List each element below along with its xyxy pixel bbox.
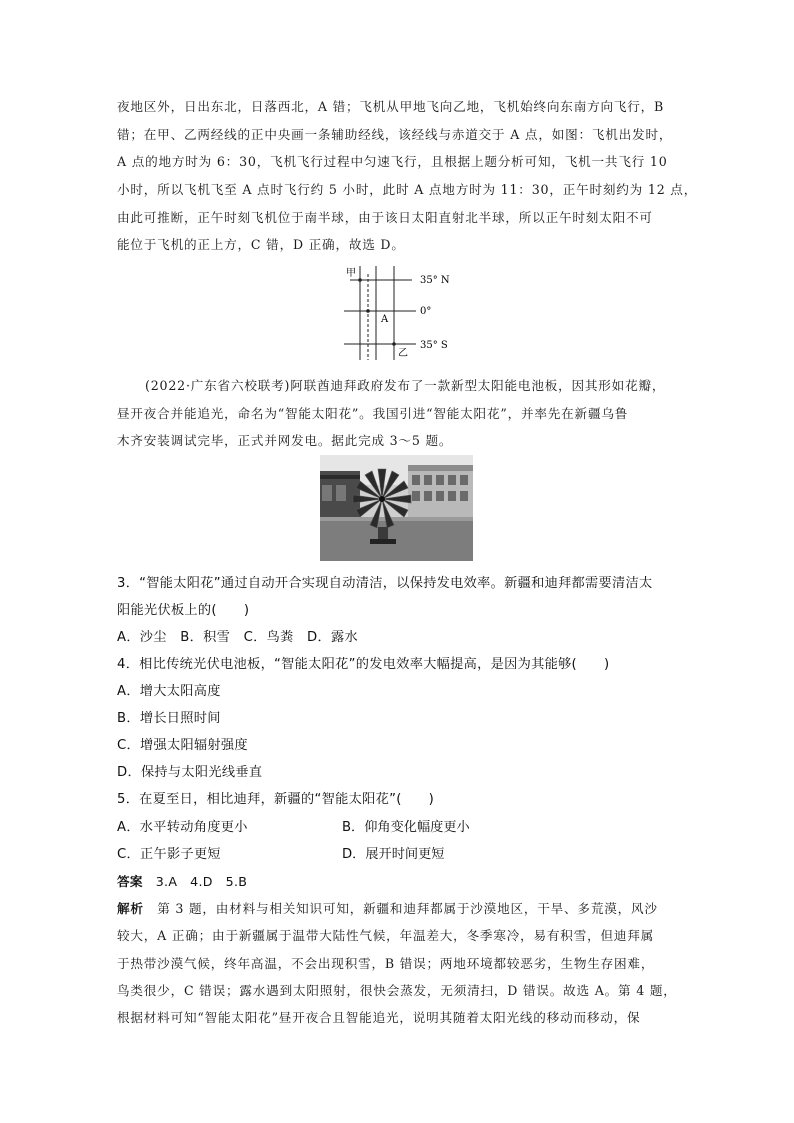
latitude-diagram [330, 262, 470, 362]
point-yi [392, 342, 396, 346]
analysis-line: 鸟类很少，C 错误；露水遇到太阳照射，很快会蒸发，无须清扫，D 错误。故选 A。第 4 题， [117, 983, 677, 998]
question-5-option-c: C．正午影子更短 [117, 847, 221, 862]
explanation-line: 由此可推断，正午时刻飞机位于南半球，由于该日太阳直射北半球，所以正午时刻太阳不可 [117, 210, 653, 225]
question-4-stem: 4．相比传统光伏电池板，“智能太阳花”的发电效率大幅提高，是因为其能够( ) [117, 657, 610, 672]
label-35n: 35° N [420, 275, 450, 286]
question-5-option-d: D．展开时间更短 [342, 847, 445, 862]
answer-line [117, 871, 247, 890]
analysis-line: 较大，A 正确；由于新疆属于温带大陆性气候，年温差大，冬季寒冷，易有积雪，但迪拜属 [117, 928, 655, 943]
label-35s: 35° S [420, 340, 448, 351]
explanation-line: 小时，所以飞机飞至 A 点时飞行约 5 小时，此时 A 点地方时为 11：30，正午时刻约为 12 点， [117, 182, 698, 197]
label-equator: 0° [420, 306, 432, 317]
label-a: A [381, 314, 389, 325]
analysis-text: 第 3 题，由材料与相关知识可知，新疆和迪拜都属于沙漠地区，干旱、多荒漠，风沙 [157, 901, 658, 916]
analysis-line: 于热带沙漠气候，终年高温，不会出现积雪，B 错误；两地环境都较恶劣，生物生存困难， [117, 956, 655, 971]
solar-flower-photo [320, 455, 473, 561]
question-5-option-a: A．水平转动角度更小 [117, 820, 248, 835]
point-a [366, 309, 370, 313]
question-5-stem: 5．在夏至日，相比迪拜，新疆的“智能太阳花”( ) [117, 792, 435, 807]
explanation-line: 夜地区外，日出东北，日落西北，A 错；飞机从甲地飞向乙地，飞机始终向东南方向飞行，B [117, 99, 665, 114]
answer-label: 答案 [117, 874, 143, 889]
intro-line: 木齐安装调试完毕，正式并网发电。据此完成 3～5 题。 [117, 433, 453, 448]
question-4-option-d: D．保持与太阳光线垂直 [117, 765, 263, 780]
explanation-line: 错；在甲、乙两经线的正中央画一条辅助经线，该经线与赤道交于 A 点，如图：飞机出发时， [117, 127, 673, 142]
question-3-stem: 3．“智能太阳花”通过自动开合实现自动清洁，以保持发电效率。新疆和迪拜都需要清洁太 [117, 576, 653, 591]
explanation-line: A 点的地方时为 6：30，飞机飞行过程中匀速飞行，且根据上题分析可知，飞机一共飞行 10 [117, 154, 668, 169]
answer-text: 3.A 4.D 5.B [155, 874, 248, 889]
question-5-option-b: B．仰角变化幅度更小 [342, 820, 470, 835]
point-jia [358, 278, 362, 282]
question-4-option-c: C．增强太阳辐射强度 [117, 738, 248, 753]
label-yi: 乙 [398, 348, 408, 359]
intro-line: 昼开夜合并能追光，命名为“智能太阳花”。我国引进“智能太阳花”，并率先在新疆乌鲁 [117, 406, 629, 421]
question-3-stem: 阳能光伏板上的( ) [117, 603, 250, 618]
question-4-option-b: B．增长日照时间 [117, 711, 221, 726]
explanation-line: 能位于飞机的正上方，C 错，D 正确，故选 D。 [117, 237, 405, 252]
question-4-option-a: A．增大太阳高度 [117, 684, 221, 699]
analysis-line [117, 898, 658, 917]
analysis-line: 根据材料可知“智能太阳花”昼开夜合且智能追光，说明其随着太阳光线的移动而移动，保 [117, 1010, 641, 1025]
question-3-options: A．沙尘 B．积雪 C．鸟粪 D．露水 [117, 630, 358, 645]
intro-line: (2022·广东省六校联考)阿联酋迪拜政府发布了一款新型太阳能电池板，因其形如花瓣， [145, 378, 666, 393]
analysis-label: 解析 [117, 901, 144, 916]
label-jia: 甲 [346, 268, 356, 279]
